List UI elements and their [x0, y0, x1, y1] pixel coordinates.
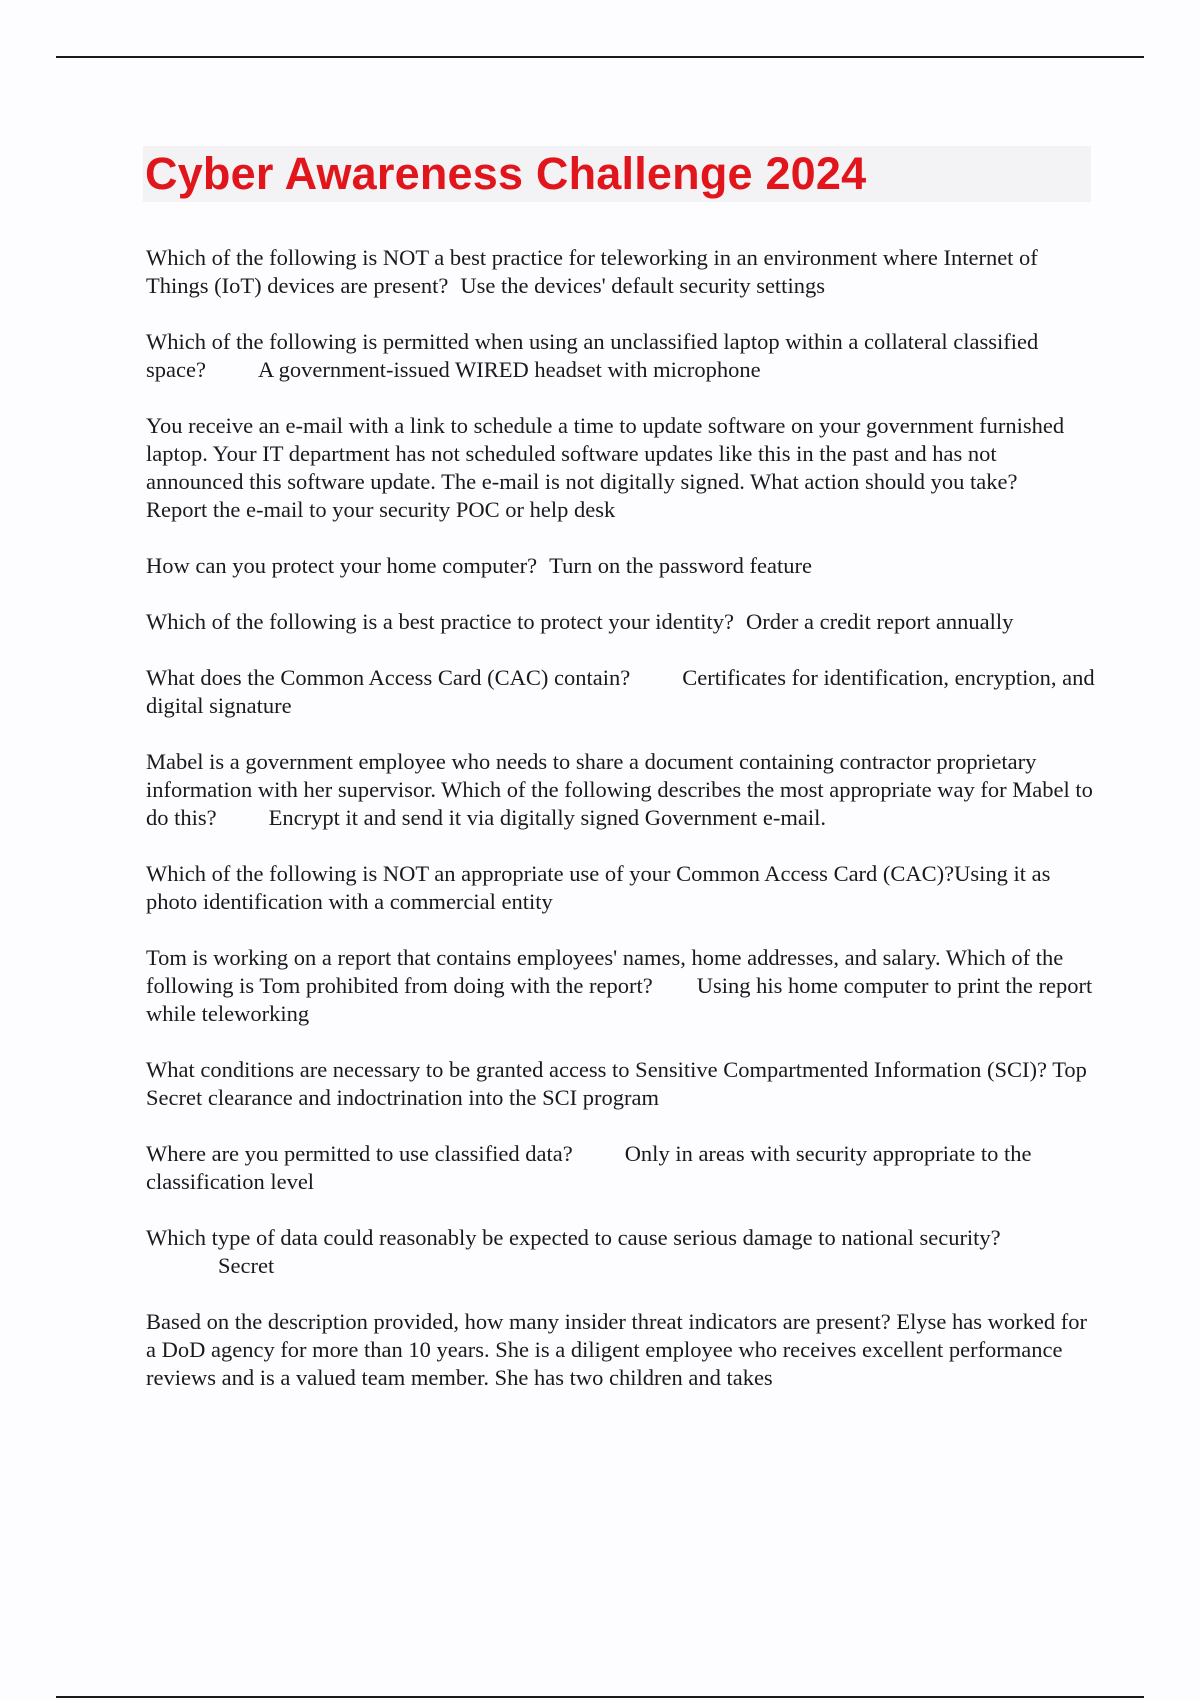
question-9: Tom is working on a report that contains employees' names, home addresses, and salary. Which of the following is Tom prohibited from doing with the report? [146, 945, 1064, 998]
answer-3: Report the e-mail to your security POC or help desk [146, 497, 616, 522]
qa-item-10 [146, 1056, 1096, 1112]
qa-item-5 [146, 608, 1096, 636]
top-rule [56, 56, 1144, 58]
qa-item-9 [146, 944, 1096, 1028]
qa-item-2 [146, 328, 1096, 384]
question-2: Which of the following is permitted when using an unclassified laptop within a collateral classified space? [146, 329, 1039, 382]
qa-item-6 [146, 664, 1096, 720]
qa-item-8 [146, 860, 1096, 916]
document-title: Cyber Awareness Challenge 2024 [145, 148, 867, 199]
qa-item-1 [146, 244, 1096, 300]
answer-9: Using his home computer to print the report while teleworking [146, 973, 1093, 1026]
answer-12: Secret [218, 1253, 275, 1278]
qa-item-13 [146, 1308, 1096, 1392]
qa-item-3 [146, 412, 1096, 524]
question-7: Mabel is a government employee who needs to share a document containing contractor proprietary information with her supervisor. Which of the following describes the most appropriate way for Mabel to do this? [146, 749, 1093, 830]
question-11: Where are you permitted to use classified data? [146, 1141, 573, 1166]
question-10: What conditions are necessary to be granted access to Sensitive Compartmented Information (SCI)? [146, 1057, 1047, 1082]
answer-2: A government-issued WIRED headset with microphone [257, 357, 761, 382]
answer-1: Use the devices' default security settings [460, 273, 825, 298]
answer-8: Using it as photo identification with a commercial entity [146, 861, 1051, 914]
qa-item-4 [146, 552, 1096, 580]
qa-item-7 [146, 748, 1096, 832]
answer-5: Order a credit report annually [745, 609, 1014, 634]
qa-item-11 [146, 1140, 1096, 1196]
question-4: How can you protect your home computer? [146, 553, 538, 578]
answer-7: Encrypt it and send it via digitally signed Government e-mail. [268, 805, 826, 830]
question-3: You receive an e-mail with a link to schedule a time to update software on your government furnished laptop. Your IT department has not scheduled software updates like this in the past and has not announced this software update. The e-mail is not digitally signed. What action should you take? [146, 413, 1065, 494]
question-13: Based on the description provided, how many insider threat indicators are present? Elyse has worked for a DoD agency for more than 10 years. She is a diligent employee who receives excellent performance reviews and is a valued team member. She has two children and takes [146, 1309, 1087, 1390]
qa-list [146, 244, 1096, 1420]
bottom-rule [56, 1696, 1144, 1698]
answer-11: Only in areas with security appropriate to the classification level [146, 1141, 1032, 1194]
question-8: Which of the following is NOT an appropriate use of your Common Access Card (CAC)? [146, 861, 955, 886]
answer-10: Top Secret clearance and indoctrination into the SCI program [146, 1057, 1087, 1110]
question-5: Which of the following is a best practice to protect your identity? [146, 609, 734, 634]
question-12: Which type of data could reasonably be expected to cause serious damage to national security? [146, 1225, 1001, 1250]
qa-item-12 [146, 1224, 1096, 1280]
question-6: What does the Common Access Card (CAC) contain? [146, 665, 631, 690]
answer-4: Turn on the password feature [549, 553, 812, 578]
answer-6: Certificates for identification, encryption, and digital signature [146, 665, 1095, 718]
question-1: Which of the following is NOT a best practice for teleworking in an environment where Internet of Things (IoT) devices are present? [146, 245, 1038, 298]
